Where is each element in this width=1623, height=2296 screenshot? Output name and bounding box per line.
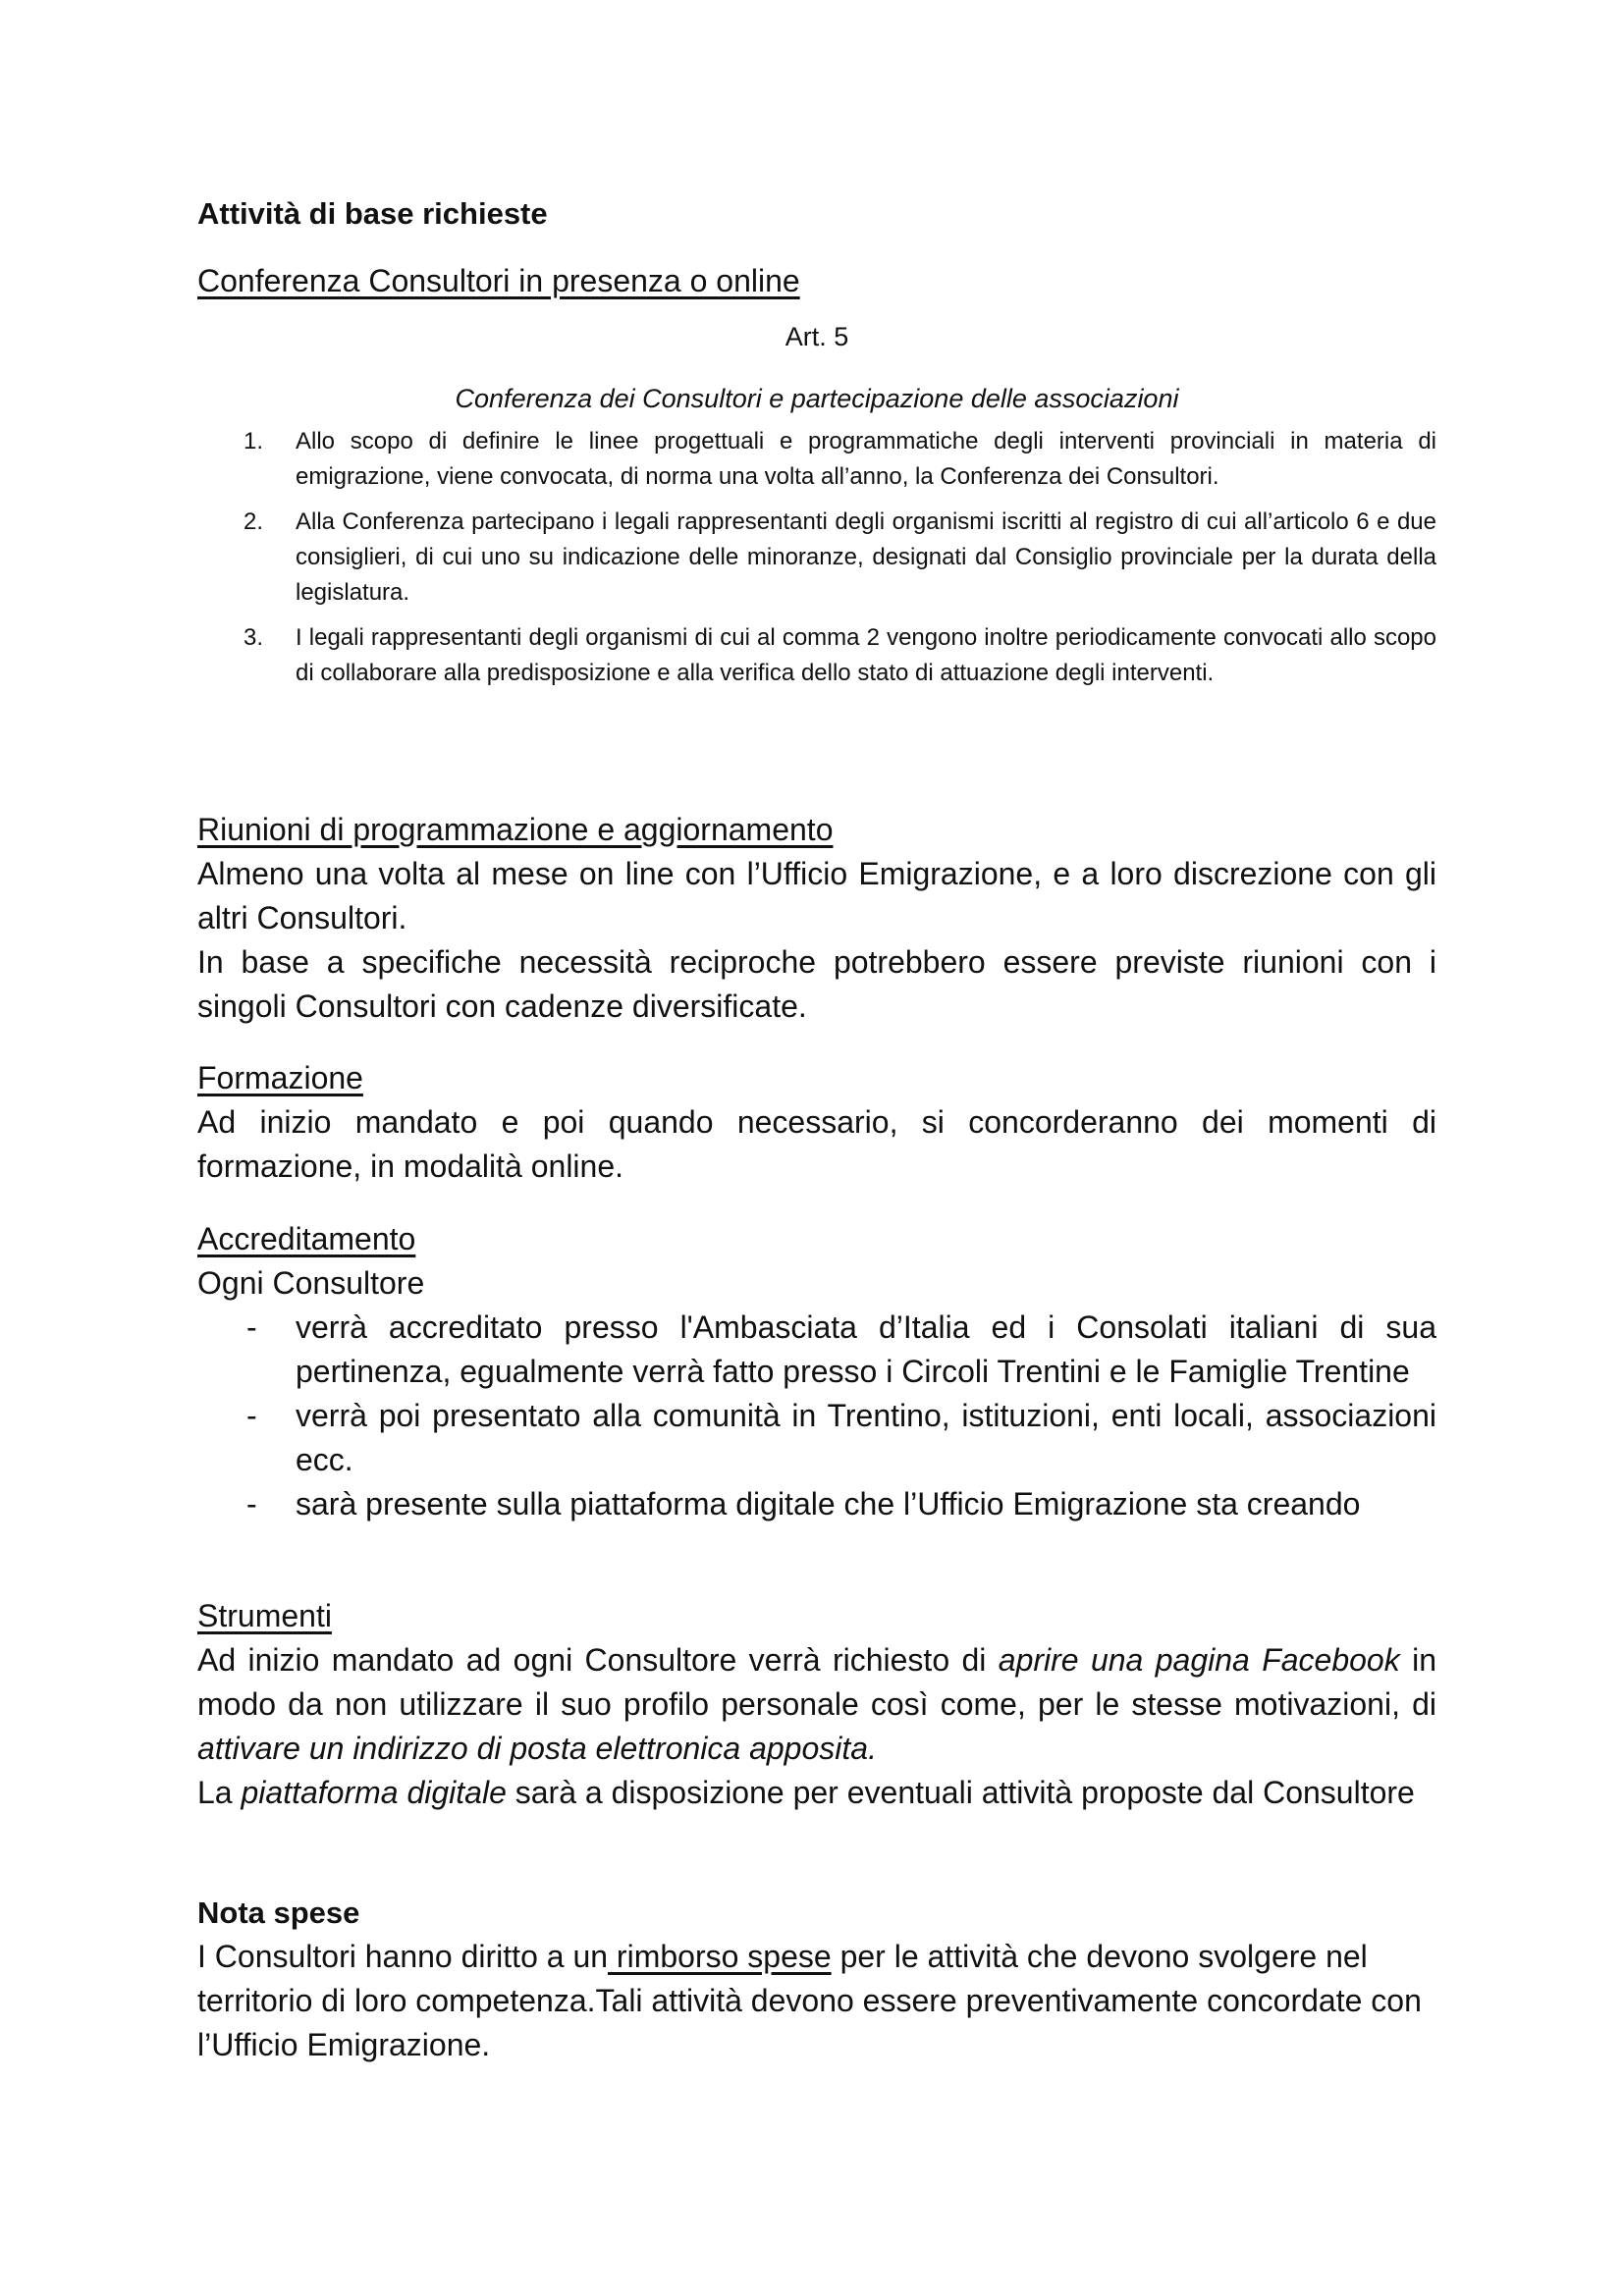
riunioni-section — [197, 808, 1436, 1029]
accreditamento-item — [197, 1394, 1436, 1482]
conferenza-title: Conferenza Consultori in presenza o online — [197, 263, 800, 298]
main-heading: Attività di base richieste — [197, 196, 548, 231]
text-run-italic: aprire una pagina Facebook — [998, 1642, 1400, 1678]
dash-bullet: - — [246, 1398, 257, 1433]
formazione-section — [197, 1056, 1436, 1189]
text-run: in modo da non utilizzare il suo profilo personale così come, per le stesse motivazioni, di — [197, 1642, 1437, 1722]
dash-bullet: - — [246, 1486, 257, 1522]
text-run: Ad inizio mandato ad ogni Consultore verrà richiesto di — [197, 1642, 999, 1678]
accreditamento-list — [197, 1306, 1436, 1526]
accreditamento-item-text: verrà poi presentato alla comunità in Trentino, istituzioni, enti locali, associazioni ecc. — [296, 1398, 1436, 1477]
text-run-italic: piattaforma digitale — [241, 1775, 507, 1810]
dash-bullet: - — [246, 1309, 257, 1345]
nota-spese-section — [197, 1891, 1436, 2067]
nota-spese-title: Nota spese — [197, 1896, 360, 1930]
accreditamento-item — [197, 1482, 1436, 1526]
strumenti-section — [197, 1594, 1436, 1815]
accreditamento-item — [197, 1306, 1436, 1394]
art-item-number: 2. — [243, 508, 264, 535]
strumenti-paragraph-2 — [197, 1771, 1436, 1815]
art-item-text: Allo scopo di definire le linee progettuali e programmatiche degli interventi provinciali in materia di emigrazione, viene convocata, di norma una volta all’anno, la Conferenza dei Consultori. — [296, 428, 1436, 490]
art-item-number: 1. — [243, 428, 264, 454]
accreditamento-title: Accreditamento — [197, 1221, 416, 1256]
art-item-text: Alla Conferenza partecipano i legali rappresentanti degli organismi iscritti al registro di cui all’articolo 6 e due consiglieri, di cui uno su indicazione delle minoranze, designati dal Consiglio provinciale per la durata della legislatura. — [296, 508, 1436, 606]
art-number: Art. 5 — [784, 322, 849, 351]
strumenti-title: Strumenti — [197, 1598, 332, 1633]
nota-spese-paragraph — [197, 1935, 1436, 2067]
art-item — [197, 424, 1436, 495]
riunioni-title: Riunioni di programmazione e aggiornamento — [197, 812, 834, 847]
art-item-list — [197, 424, 1436, 701]
formazione-title: Formazione — [197, 1060, 363, 1095]
art-item — [197, 620, 1436, 691]
accreditamento-intro: Ogni Consultore — [197, 1265, 425, 1301]
strumenti-paragraph-1 — [197, 1638, 1436, 1771]
text-run: I Consultori hanno diritto a un — [197, 1939, 609, 1974]
formazione-paragraph: Ad inizio mandato e poi quando necessario, si concorderanno dei momenti di formazione, in modalità online. — [197, 1104, 1436, 1184]
riunioni-paragraph-2: In base a specifiche necessità reciproche potrebbero essere previste riunioni con i singoli Consultori con cadenze diversificate. — [197, 944, 1436, 1024]
accreditamento-item-text: verrà accreditato presso l'Ambasciata d’Italia ed i Consolati italiani di sua pertinenza, egualmente verrà fatto presso i Circoli Trentini e le Famiglie Trentine — [296, 1309, 1436, 1389]
text-run-italic: attivare un indirizzo di posta elettronica apposita. — [197, 1731, 877, 1766]
riunioni-paragraph-1: Almeno una volta al mese on line con l’Ufficio Emigrazione, e a loro discrezione con gli altri Consultori. — [197, 856, 1436, 935]
art-item — [197, 505, 1436, 611]
text-run: sarà a disposizione per eventuali attività proposte dal Consultore — [506, 1775, 1415, 1810]
text-run: La — [197, 1775, 242, 1810]
text-run-underlined: rimborso spese — [608, 1939, 832, 1974]
art-item-text: I legali rappresentanti degli organismi di cui al comma 2 vengono inoltre periodicamente convocati allo scopo di collaborare alla predisposizione e alla verifica dello stato di attuazione degli interventi. — [296, 624, 1436, 686]
text-run: per le attività che devono svolgere nel territorio di loro competenza.Tali attività devono essere preventivamente concordate con l’Ufficio Emigrazione. — [197, 1939, 1422, 2062]
accreditamento-item-text: sarà presente sulla piattaforma digitale che l’Ufficio Emigrazione sta creando — [296, 1486, 1361, 1522]
art-title: Conferenza dei Consultori e partecipazione delle associazioni — [455, 384, 1179, 413]
art-item-number: 3. — [243, 624, 264, 651]
accreditamento-section — [197, 1217, 1436, 1526]
